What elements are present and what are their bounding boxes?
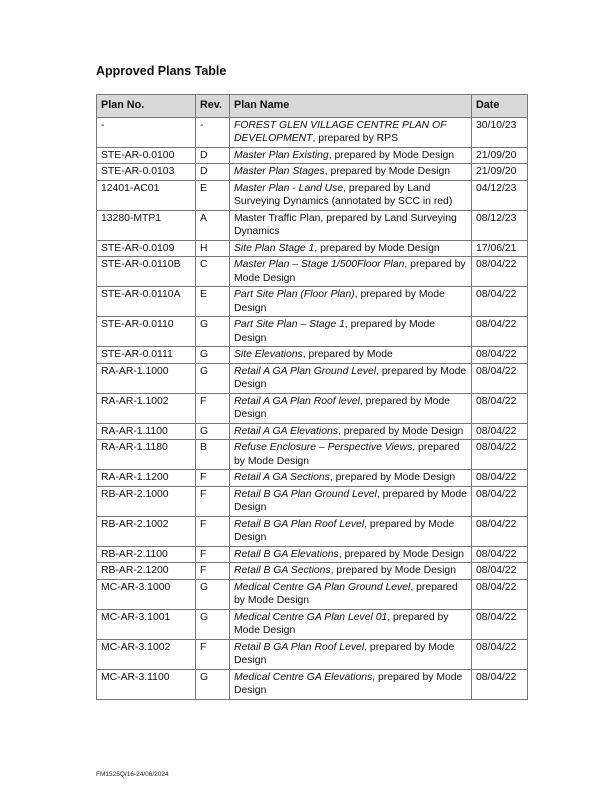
plan-title-italic: Part Site Plan – Stage 1 — [234, 319, 345, 330]
plan-number-cell: RA-AR-1.1180 — [97, 440, 196, 470]
revision-cell: F — [196, 486, 230, 516]
plan-title-suffix: , prepared by RPS — [312, 133, 399, 144]
plan-title-italic: Medical Centre GA Plan Ground Level — [234, 581, 411, 593]
plan-number-cell: RB-AR-2.1000 — [97, 486, 196, 516]
table-row — [97, 180, 528, 210]
plan-name-cell — [230, 363, 472, 393]
plan-title-italic: Part Site Plan (Floor Plan) — [234, 289, 355, 300]
plan-title-italic: Master Plan Stages — [234, 166, 325, 177]
plan-title-italic: Retail B GA Plan Roof Level — [234, 518, 365, 530]
plan-title-suffix: , prepared by Mode Design — [234, 259, 466, 284]
plan-title-italic: Master Plan – Stage 1/500Floor Plan — [234, 259, 405, 270]
plan-title-suffix: Master Traffic Plan, prepared by Land Surveying Dynamics — [234, 212, 457, 237]
revision-cell: F — [196, 470, 230, 487]
plan-name-cell — [230, 470, 472, 487]
revision-cell: G — [196, 669, 230, 699]
plan-name-cell — [230, 579, 472, 609]
revision-cell: H — [196, 240, 230, 257]
plan-name-cell — [230, 546, 472, 563]
table-row — [97, 440, 528, 470]
plan-title-italic: Retail A GA Plan Roof level — [234, 395, 360, 407]
revision-cell: G — [196, 317, 230, 347]
plan-title-italic: Medical Centre GA Plan Level 01 — [234, 611, 388, 623]
plan-title-suffix: , prepared by Mode Design — [337, 425, 464, 437]
plan-number-cell: - — [97, 117, 196, 147]
table-body — [97, 117, 528, 699]
plan-number-cell: STE-AR-0.0110 — [97, 317, 196, 347]
date-cell: 08/04/22 — [472, 609, 528, 639]
table-row — [97, 563, 528, 580]
plan-title-suffix: , prepared by Mode Design — [338, 548, 465, 560]
plan-title-suffix: , prepared by Mode Design — [234, 518, 455, 543]
revision-cell: G — [196, 609, 230, 639]
table-row — [97, 579, 528, 609]
revision-cell: D — [196, 147, 230, 164]
table-row — [97, 240, 528, 257]
table-row — [97, 609, 528, 639]
plan-number-cell: STE-AR-0.0111 — [97, 347, 196, 364]
plan-title-italic: Site Plan Stage 1 — [234, 242, 315, 254]
column-header-rev: Rev. — [196, 95, 230, 118]
plan-name-cell — [230, 210, 472, 240]
date-cell: 08/04/22 — [472, 669, 528, 699]
plan-number-cell: MC-AR-3.1002 — [97, 639, 196, 669]
date-cell: 08/04/22 — [472, 579, 528, 609]
date-cell: 08/04/22 — [472, 563, 528, 580]
plan-title-italic: Refuse Enclosure – Perspective Views — [234, 442, 413, 453]
plan-number-cell: MC-AR-3.1100 — [97, 669, 196, 699]
plan-number-cell: RA-AR-1.1200 — [97, 470, 196, 487]
date-cell: 08/04/22 — [472, 363, 528, 393]
table-row — [97, 470, 528, 487]
plan-title-italic: Master Plan - Land Use — [234, 182, 344, 194]
table-row — [97, 147, 528, 164]
page-title: Approved Plans Table — [96, 64, 227, 78]
table-row — [97, 546, 528, 563]
revision-cell: G — [196, 347, 230, 364]
plan-name-cell — [230, 563, 472, 580]
plan-title-suffix: , prepared by Mode Design — [324, 166, 451, 177]
plan-title-italic: Retail B GA Elevations — [234, 548, 339, 560]
plan-name-cell — [230, 240, 472, 257]
revision-cell: - — [196, 117, 230, 147]
table-row — [97, 393, 528, 423]
revision-cell: E — [196, 287, 230, 317]
plan-number-cell: MC-AR-3.1001 — [97, 609, 196, 639]
date-cell: 08/04/22 — [472, 257, 528, 287]
plan-number-cell: STE-AR-0.0109 — [97, 240, 196, 257]
plan-name-cell — [230, 393, 472, 423]
table-row — [97, 639, 528, 669]
plan-title-italic: Retail B GA Sections — [234, 565, 331, 576]
plan-title-suffix: , prepared by Mode Design — [234, 365, 467, 390]
plan-name-cell — [230, 287, 472, 317]
date-cell: 08/04/22 — [472, 639, 528, 669]
plan-number-cell: STE-AR-0.0110B — [97, 257, 196, 287]
plan-name-cell — [230, 440, 472, 470]
table-row — [97, 669, 528, 699]
plan-name-cell — [230, 164, 472, 181]
plan-title-italic: Retail A GA Elevations — [234, 425, 338, 437]
plan-number-cell: RA-AR-1.1100 — [97, 423, 196, 440]
date-cell: 21/09/20 — [472, 147, 528, 164]
date-cell: 08/04/22 — [472, 546, 528, 563]
plan-name-cell — [230, 423, 472, 440]
plan-title-italic: Retail B GA Plan Ground Level — [234, 488, 377, 500]
table-row — [97, 164, 528, 181]
revision-cell: G — [196, 579, 230, 609]
date-cell: 08/04/22 — [472, 486, 528, 516]
plan-title-suffix: , prepared by Mode Design — [234, 641, 455, 666]
table-row — [97, 347, 528, 364]
plan-title-suffix: , prepared by Mode Design — [329, 472, 456, 483]
plan-name-cell — [230, 180, 472, 210]
plan-title-italic: Master Plan Existing — [234, 149, 329, 161]
date-cell: 04/12/23 — [472, 180, 528, 210]
date-cell: 08/04/22 — [472, 287, 528, 317]
plan-title-italic: Medical Centre GA Elevations — [234, 671, 373, 683]
plan-title-suffix: , prepared by Mode Design — [314, 242, 440, 254]
plan-title-suffix: , prepared by Mode Design — [234, 488, 467, 513]
column-header-plan-name: Plan Name — [230, 95, 472, 118]
date-cell: 08/04/22 — [472, 347, 528, 364]
table-row — [97, 317, 528, 347]
plan-name-cell — [230, 117, 472, 147]
plan-title-suffix: , prepared by Land Surveying Dynamics (annotated by SCC in red) — [234, 182, 453, 207]
table-row — [97, 210, 528, 240]
date-cell: 30/10/23 — [472, 117, 528, 147]
column-header-plan-no: Plan No. — [97, 95, 196, 118]
date-cell: 08/04/22 — [472, 470, 528, 487]
plan-title-italic: Retail A GA Sections — [234, 472, 330, 483]
revision-cell: G — [196, 423, 230, 440]
revision-cell: F — [196, 639, 230, 669]
table-row — [97, 257, 528, 287]
plan-number-cell: RB-AR-2.1002 — [97, 516, 196, 546]
footer-form-code: FM1525Q/16-24/06/2024 — [96, 771, 169, 778]
revision-cell: G — [196, 363, 230, 393]
table-row — [97, 287, 528, 317]
plan-title-suffix: , prepared by Mode Design — [234, 442, 460, 467]
revision-cell: F — [196, 516, 230, 546]
column-header-date: Date — [472, 95, 528, 118]
table-header-row — [97, 95, 528, 118]
table-row — [97, 423, 528, 440]
revision-cell: E — [196, 180, 230, 210]
approved-plans-table — [96, 94, 528, 700]
revision-cell: F — [196, 563, 230, 580]
plan-title-suffix: , prepared by Mode Design — [234, 395, 451, 420]
plan-number-cell: RB-AR-2.1200 — [97, 563, 196, 580]
plan-title-suffix: , prepared by Mode Design — [330, 565, 456, 576]
plan-name-cell — [230, 639, 472, 669]
table-row — [97, 486, 528, 516]
plan-name-cell — [230, 486, 472, 516]
plan-name-cell — [230, 609, 472, 639]
table-row — [97, 363, 528, 393]
date-cell: 21/09/20 — [472, 164, 528, 181]
revision-cell: A — [196, 210, 230, 240]
date-cell: 08/04/22 — [472, 516, 528, 546]
revision-cell: F — [196, 546, 230, 563]
plan-number-cell: 13280-MTP1 — [97, 210, 196, 240]
plan-title-suffix: , prepared by Mode Design — [234, 319, 436, 344]
plan-number-cell: 12401-AC01 — [97, 180, 196, 210]
date-cell: 08/04/22 — [472, 393, 528, 423]
plan-title-suffix: , prepared by Mode Design — [328, 149, 455, 161]
date-cell: 08/12/23 — [472, 210, 528, 240]
plan-title-italic: FOREST GLEN VILLAGE CENTRE PLAN OF DEVELOPMENT — [234, 119, 447, 144]
plan-name-cell — [230, 347, 472, 364]
date-cell: 08/04/22 — [472, 440, 528, 470]
revision-cell: D — [196, 164, 230, 181]
table-row — [97, 516, 528, 546]
plan-number-cell: RB-AR-2.1100 — [97, 546, 196, 563]
plan-title-italic: Site Elevations — [234, 349, 303, 360]
plan-name-cell — [230, 669, 472, 699]
plan-name-cell — [230, 317, 472, 347]
revision-cell: C — [196, 257, 230, 287]
plan-number-cell: STE-AR-0.0100 — [97, 147, 196, 164]
plan-number-cell: RA-AR-1.1002 — [97, 393, 196, 423]
plan-name-cell — [230, 147, 472, 164]
plan-number-cell: RA-AR-1.1000 — [97, 363, 196, 393]
date-cell: 17/06/21 — [472, 240, 528, 257]
revision-cell: B — [196, 440, 230, 470]
plan-title-suffix: , prepared by Mode Design — [234, 671, 463, 696]
plan-number-cell: STE-AR-0.0110A — [97, 287, 196, 317]
date-cell: 08/04/22 — [472, 317, 528, 347]
plan-title-italic: Retail B GA Plan Roof Level — [234, 641, 365, 653]
plan-number-cell: STE-AR-0.0103 — [97, 164, 196, 181]
plan-name-cell — [230, 516, 472, 546]
plan-title-suffix: , prepared by Mode Design — [234, 611, 449, 636]
revision-cell: F — [196, 393, 230, 423]
plan-title-suffix: , prepared by Mode Design — [234, 581, 458, 606]
table-row — [97, 117, 528, 147]
date-cell: 08/04/22 — [472, 423, 528, 440]
plan-title-suffix: , prepared by Mode Design — [234, 289, 445, 314]
plan-number-cell: MC-AR-3.1000 — [97, 579, 196, 609]
plan-title-suffix: , prepared by Mode — [302, 349, 393, 360]
plan-title-italic: Retail A GA Plan Ground Level — [234, 365, 377, 377]
plan-name-cell — [230, 257, 472, 287]
